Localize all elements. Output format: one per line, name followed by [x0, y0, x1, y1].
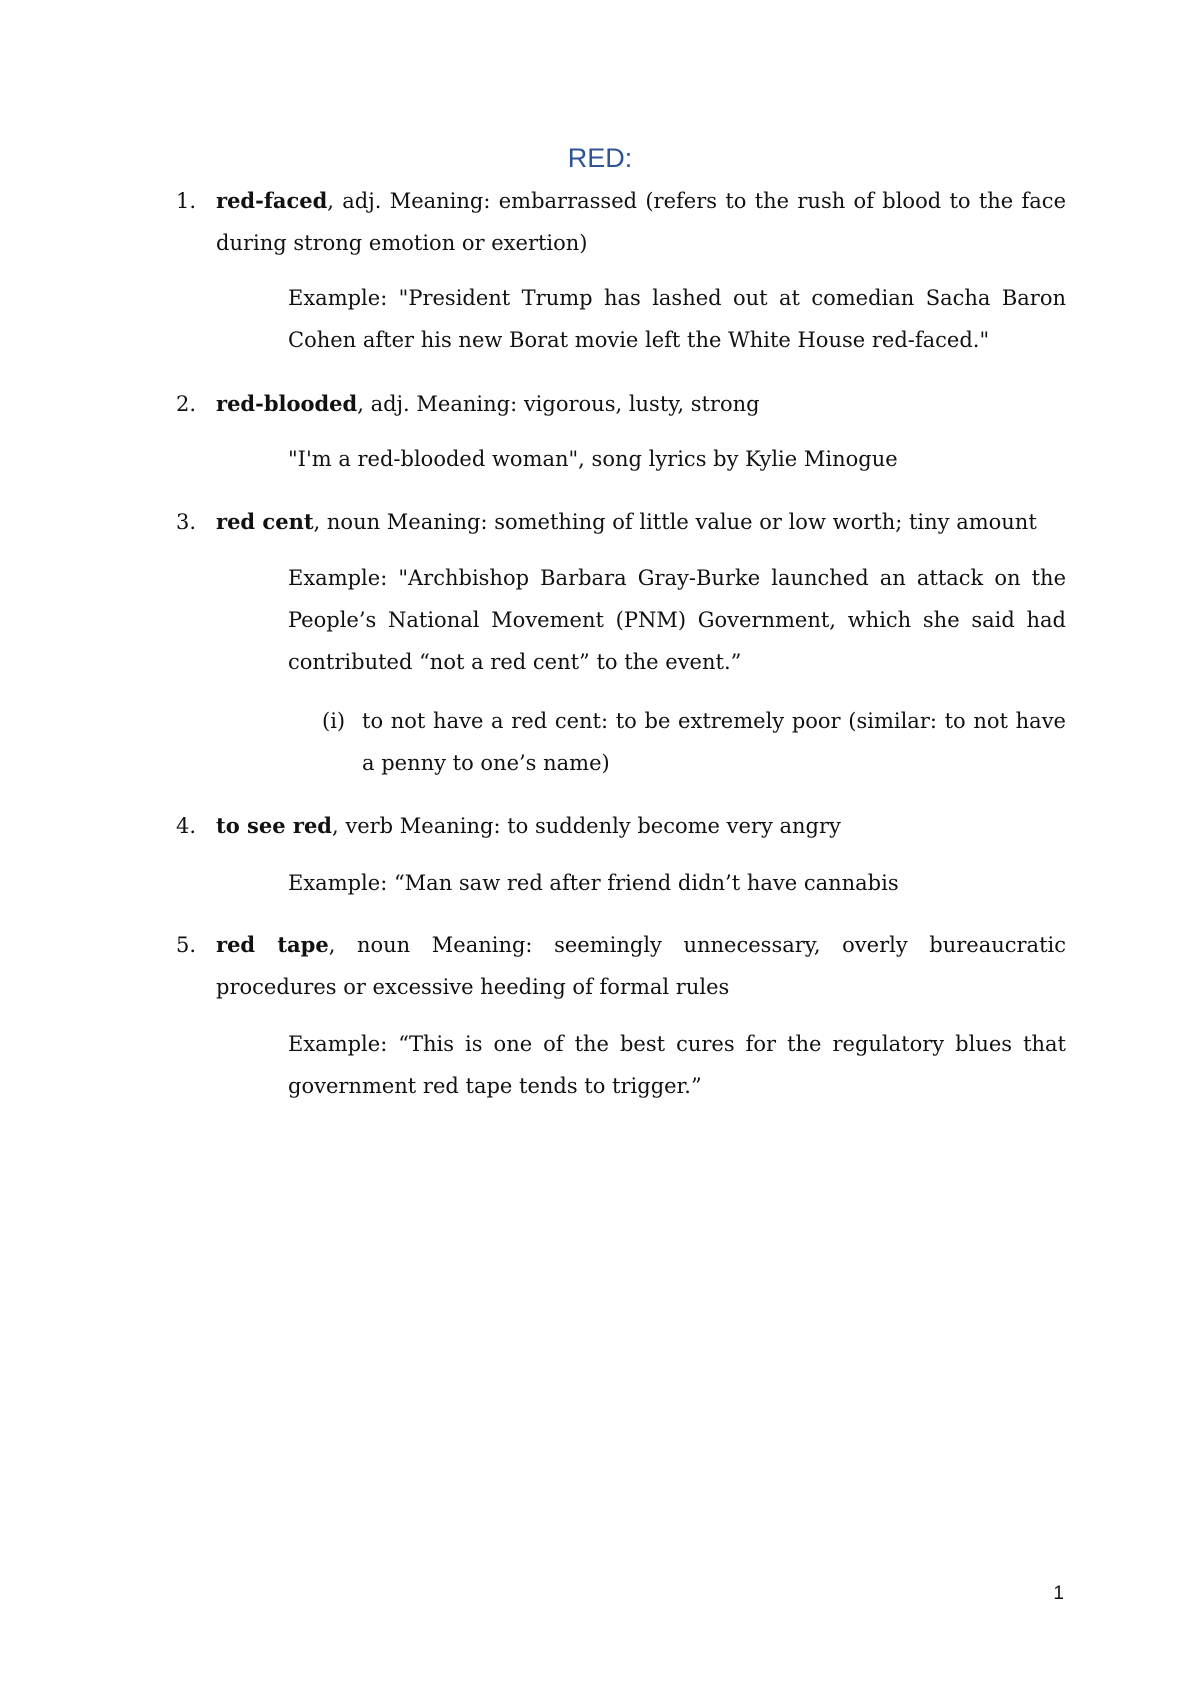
- item-definition: [216, 180, 1066, 264]
- item-definition: [216, 383, 1066, 425]
- item-term: red-blooded: [216, 391, 358, 416]
- item-term: red-faced: [216, 188, 328, 213]
- item-example: "I'm a red-blooded woman", song lyrics by Kylie Minogue: [288, 447, 898, 471]
- subitem-text: to not have a red cent: to be extremely poor (similar: to not have a penny to one’s name): [362, 709, 1066, 775]
- item-number: 5.: [176, 933, 197, 957]
- item-definition: [216, 924, 1066, 1008]
- item-example: Example: “Man saw red after friend didn’t have cannabis: [288, 871, 899, 895]
- item-number: 4.: [176, 814, 197, 838]
- item-definition: [216, 805, 1066, 847]
- item-meaning: , adj. Meaning: vigorous, lusty, strong: [357, 392, 760, 416]
- item-number: 2.: [176, 392, 197, 416]
- item-term: red cent: [216, 509, 314, 534]
- subitem-number: (i): [322, 709, 346, 733]
- item-number: 3.: [176, 510, 197, 534]
- item-term: red tape: [216, 932, 329, 957]
- page-title: RED:: [567, 143, 633, 173]
- item-meaning: , noun Meaning: seemingly unnecessary, overly bureaucratic procedures or excessive heeding of formal rules: [216, 933, 1066, 999]
- item-meaning: , verb Meaning: to suddenly become very angry: [331, 814, 841, 838]
- item-term: to see red: [216, 813, 332, 838]
- item-example: Example: “This is one of the best cures for the regulatory blues that government red tape tends to trigger.”: [288, 1032, 1066, 1098]
- page-number: 1: [1053, 1583, 1064, 1604]
- item-meaning: , adj. Meaning: embarrassed (refers to the rush of blood to the face during strong emotion or exertion): [216, 189, 1066, 255]
- item-number: 1.: [176, 189, 197, 213]
- item-meaning: , noun Meaning: something of little value or low worth; tiny amount: [313, 510, 1037, 534]
- item-example: Example: "President Trump has lashed out at comedian Sacha Baron Cohen after his new Borat movie left the White House red-faced.": [288, 286, 1066, 352]
- item-example: Example: "Archbishop Barbara Gray-Burke launched an attack on the People’s National Movement (PNM) Government, which she said had contributed “not a red cent” to the event.”: [288, 566, 1066, 674]
- item-definition: [216, 501, 1066, 543]
